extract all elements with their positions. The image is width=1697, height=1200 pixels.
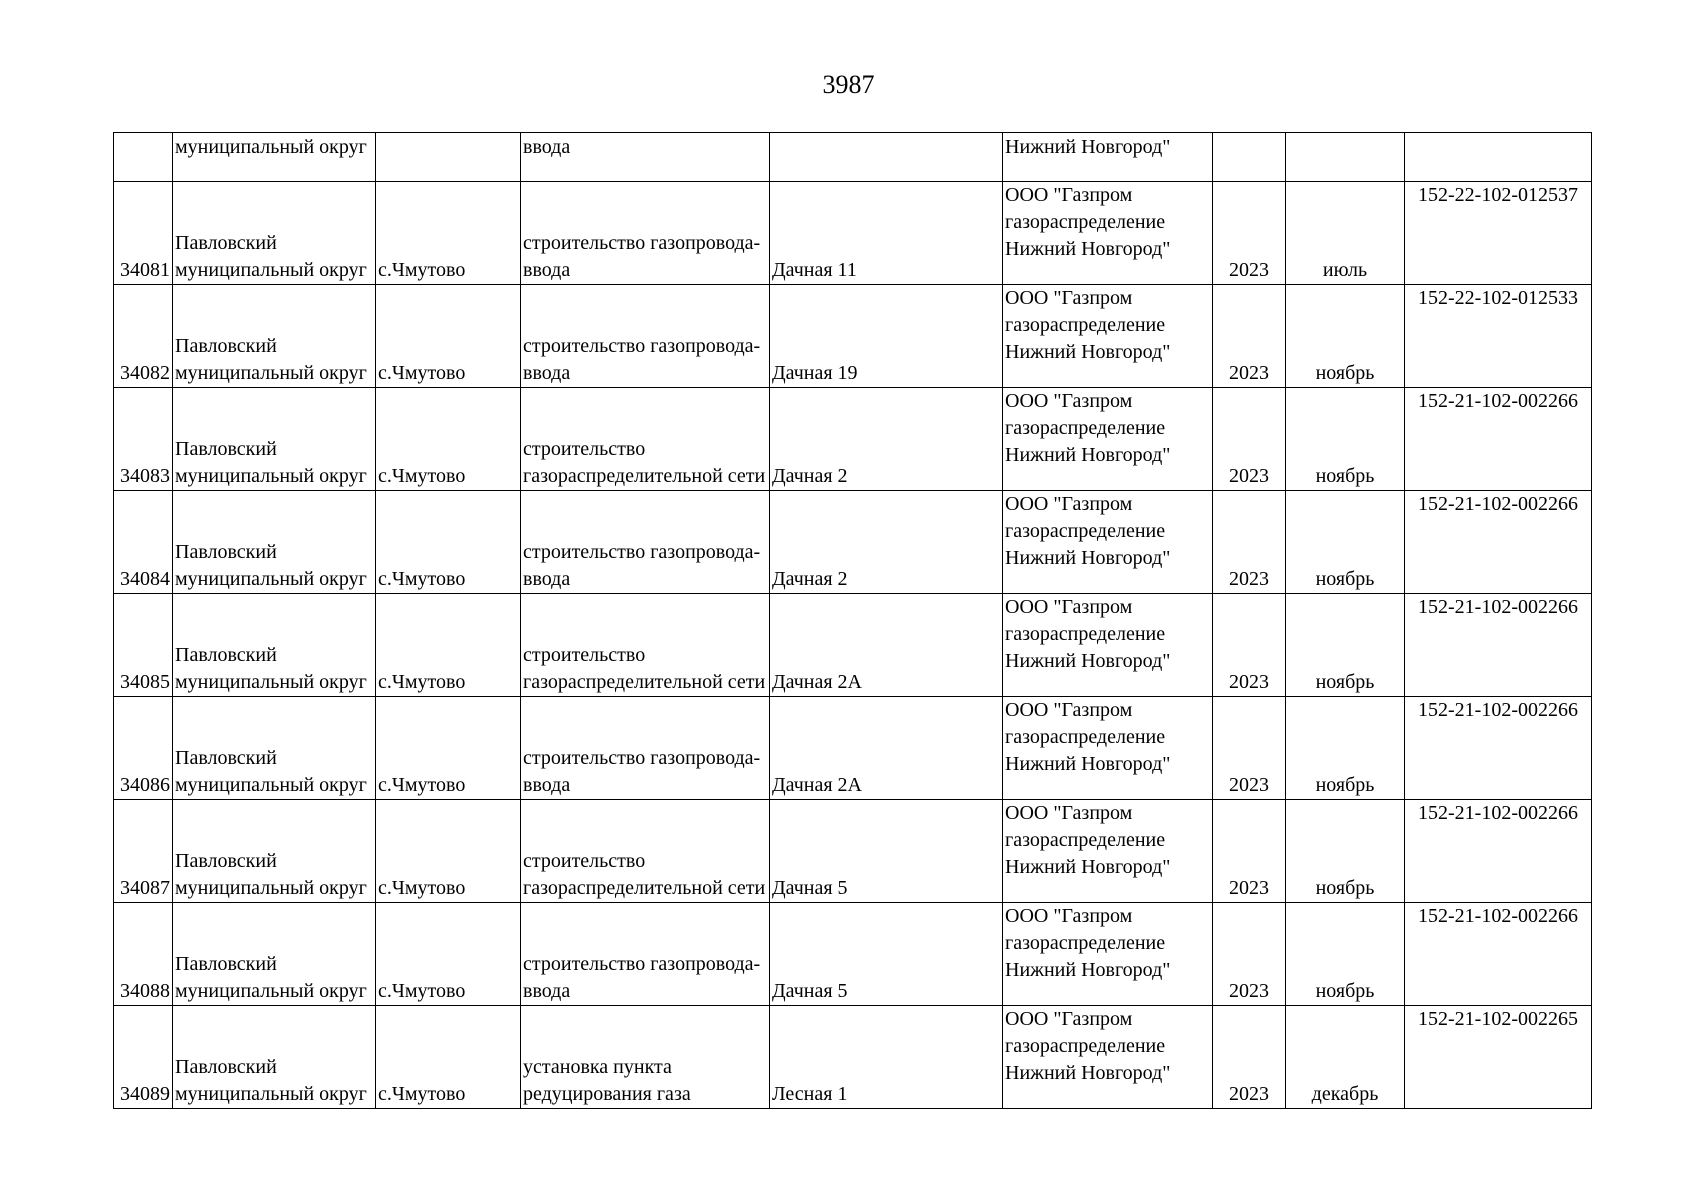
code-text: 152-21-102-002266 [1418, 390, 1578, 412]
number-text: 34088 [120, 980, 170, 1002]
code-text: 152-21-102-002266 [1418, 493, 1578, 515]
org-line-1: ООО "Газпром [1005, 287, 1133, 309]
cell-locality [376, 182, 521, 285]
code-text: 152-22-102-012533 [1418, 287, 1578, 309]
work-line-2: газораспределительной сети [523, 465, 766, 487]
cell-code [1405, 1006, 1592, 1109]
org-line-2: газораспределение [1005, 932, 1166, 954]
cell-locality [376, 491, 521, 594]
locality-text: с.Чмутово [378, 362, 466, 384]
org-line-1: ООО "Газпром [1005, 905, 1133, 927]
org-line-1: ООО "Газпром [1005, 390, 1133, 412]
org-line-1: ООО "Газпром [1005, 1008, 1133, 1030]
cell-organization [1003, 594, 1213, 697]
cell-number [114, 182, 173, 285]
region-line-1: Павловский [175, 1056, 277, 1078]
cell-address [770, 285, 1003, 388]
org-line-1: ООО "Газпром [1005, 596, 1133, 618]
locality-text: с.Чмутово [378, 671, 466, 693]
cell-code [1405, 285, 1592, 388]
code-text: 152-21-102-002265 [1418, 1008, 1578, 1030]
cell-locality [376, 594, 521, 697]
number-text: 34081 [120, 259, 170, 281]
cell-month [1286, 182, 1405, 285]
cell-year [1213, 697, 1286, 800]
code-text: 152-21-102-002266 [1418, 596, 1578, 618]
year-text: 2023 [1229, 259, 1269, 281]
cell-work-type [521, 285, 770, 388]
work-line-2: ввода [523, 568, 571, 590]
cell-locality [376, 800, 521, 903]
cell-code [1405, 903, 1592, 1006]
locality-text: с.Чмутово [378, 259, 466, 281]
cell-organization [1003, 388, 1213, 491]
table-row [114, 800, 1592, 903]
org-line-3: Нижний Новгород" [1005, 341, 1171, 363]
org-line-2: газораспределение [1005, 1035, 1166, 1057]
cell-year [1213, 182, 1286, 285]
cell-code [1405, 697, 1592, 800]
page-number: 3987 [822, 70, 875, 99]
region-line-2: муниципальный округ [175, 465, 367, 487]
cell-organization [1003, 697, 1213, 800]
cell-code [1405, 491, 1592, 594]
number-text: 34087 [120, 877, 170, 899]
year-text: 2023 [1229, 877, 1269, 899]
cell-organization [1003, 903, 1213, 1006]
org-line-2: газораспределение [1005, 314, 1166, 336]
cell-number [114, 133, 173, 182]
cell-region [173, 1006, 376, 1109]
locality-text: с.Чмутово [378, 774, 466, 796]
code-text: 152-22-102-012537 [1418, 184, 1578, 206]
cell-address [770, 697, 1003, 800]
code-text: 152-21-102-002266 [1418, 699, 1578, 721]
work-line-2: ввода [523, 980, 571, 1002]
year-text: 2023 [1229, 1083, 1269, 1105]
cell-year [1213, 388, 1286, 491]
cell-region [173, 388, 376, 491]
cell-year [1213, 594, 1286, 697]
address-text: Дачная 2А [772, 671, 862, 693]
cell-number [114, 800, 173, 903]
month-text: ноябрь [1315, 877, 1375, 899]
cell-address [770, 800, 1003, 903]
code-text: 152-21-102-002266 [1418, 905, 1578, 927]
locality-text: с.Чмутово [378, 465, 466, 487]
cell-address [770, 903, 1003, 1006]
org-line-3: Нижний Новгород" [1005, 856, 1171, 878]
region-line-1: Павловский [175, 335, 277, 357]
org-line-2: газораспределение [1005, 829, 1166, 851]
work-line-2: ввода [523, 774, 571, 796]
locality-text: с.Чмутово [378, 1083, 466, 1105]
work-line-2: газораспределительной сети [523, 877, 766, 899]
locality-text: с.Чмутово [378, 980, 466, 1002]
cell-number [114, 594, 173, 697]
number-text: 34089 [120, 1083, 170, 1105]
year-text: 2023 [1229, 980, 1269, 1002]
cell-number [114, 491, 173, 594]
cell-organization [1003, 800, 1213, 903]
cell-code [1405, 800, 1592, 903]
cell-region [173, 697, 376, 800]
region-line-2: муниципальный округ [175, 259, 367, 281]
region-line-1: Павловский [175, 850, 277, 872]
number-text: 34082 [120, 362, 170, 384]
cell-region [173, 491, 376, 594]
cell-year [1213, 903, 1286, 1006]
cell-code [1405, 133, 1592, 182]
year-text: 2023 [1229, 774, 1269, 796]
cell-organization [1003, 491, 1213, 594]
cell-month [1286, 800, 1405, 903]
table-row [114, 903, 1592, 1006]
year-text: 2023 [1229, 671, 1269, 693]
table-row [114, 285, 1592, 388]
cell-number [114, 388, 173, 491]
org-line-2: газораспределение [1005, 211, 1166, 233]
org-line-2: газораспределение [1005, 623, 1166, 645]
work-line-1: строительство газопровода- [523, 232, 761, 254]
cell-code [1405, 594, 1592, 697]
cell-year [1213, 800, 1286, 903]
region-line-2: муниципальный округ [175, 1083, 367, 1105]
cell-number [114, 697, 173, 800]
cell-year [1213, 1006, 1286, 1109]
cell-address [770, 388, 1003, 491]
address-text: Дачная 2 [772, 568, 848, 590]
org-line-1: ООО "Газпром [1005, 802, 1133, 824]
cell-month [1286, 285, 1405, 388]
cell-work-type [521, 388, 770, 491]
table-row [114, 594, 1592, 697]
cell-region [173, 594, 376, 697]
address-text: Дачная 11 [772, 259, 857, 281]
table-body [114, 133, 1592, 1109]
cell-number [114, 1006, 173, 1109]
address-text: Дачная 5 [772, 980, 848, 1002]
address-text: Дачная 5 [772, 877, 848, 899]
cell-work-type [521, 800, 770, 903]
cell-work-type: ввода [521, 133, 770, 182]
work-line-1: строительство газопровода- [523, 335, 761, 357]
work-line-1: строительство газопровода- [523, 747, 761, 769]
cell-locality [376, 388, 521, 491]
cell-region [173, 800, 376, 903]
cell-month [1286, 133, 1405, 182]
cell-address [770, 1006, 1003, 1109]
table-row [114, 1006, 1592, 1109]
code-text: 152-21-102-002266 [1418, 802, 1578, 824]
month-text: ноябрь [1315, 465, 1375, 487]
region-line-2: муниципальный округ [175, 877, 367, 899]
month-text: ноябрь [1315, 774, 1375, 796]
org-line-1: ООО "Газпром [1005, 699, 1133, 721]
region-line-2: муниципальный округ [175, 362, 367, 384]
cell-work-type [521, 182, 770, 285]
cell-locality [376, 903, 521, 1006]
org-line-3: Нижний Новгород" [1005, 444, 1171, 466]
cell-number [114, 903, 173, 1006]
work-line-1: строительство [523, 438, 646, 460]
cell-address [770, 594, 1003, 697]
cell-month [1286, 1006, 1405, 1109]
cell-address [770, 182, 1003, 285]
cell-year [1213, 491, 1286, 594]
address-text: Дачная 19 [772, 362, 858, 384]
month-text: ноябрь [1315, 980, 1375, 1002]
region-line-1: Павловский [175, 438, 277, 460]
cell-code [1405, 388, 1592, 491]
month-text: ноябрь [1315, 568, 1375, 590]
org-line-3: Нижний Новгород" [1005, 1062, 1171, 1084]
org-line-1: ООО "Газпром [1005, 184, 1133, 206]
month-text: декабрь [1311, 1083, 1379, 1105]
year-text: 2023 [1229, 465, 1269, 487]
region-line-1: Павловский [175, 232, 277, 254]
cell-locality [376, 285, 521, 388]
region-line-2: муниципальный округ [175, 568, 367, 590]
region-line-2: муниципальный округ [175, 671, 367, 693]
month-text: июль [1322, 259, 1368, 281]
month-text: ноябрь [1315, 671, 1375, 693]
locality-text: с.Чмутово [378, 568, 466, 590]
cell-region [173, 903, 376, 1006]
org-line-2: газораспределение [1005, 726, 1166, 748]
number-text: 34084 [120, 568, 170, 590]
locality-text: с.Чмутово [378, 877, 466, 899]
cell-region [173, 285, 376, 388]
org-line-3: Нижний Новгород" [1005, 650, 1171, 672]
year-text: 2023 [1229, 568, 1269, 590]
cell-work-type [521, 1006, 770, 1109]
region-line-2: муниципальный округ [175, 774, 367, 796]
work-line-1: строительство газопровода- [523, 953, 761, 975]
work-line-2: ввода [523, 362, 571, 384]
cell-locality [376, 1006, 521, 1109]
org-line-3: Нижний Новгород" [1005, 547, 1171, 569]
work-line-1: строительство газопровода- [523, 541, 761, 563]
region-line-1: Павловский [175, 747, 277, 769]
cell-month [1286, 491, 1405, 594]
region-line-1: Павловский [175, 644, 277, 666]
work-line-2: ввода [523, 259, 571, 281]
org-line-2: газораспределение [1005, 520, 1166, 542]
cell-address [770, 491, 1003, 594]
table-row [114, 388, 1592, 491]
cell-work-type [521, 594, 770, 697]
work-line-2: газораспределительной сети [523, 671, 766, 693]
cell-region: муниципальный округ [173, 133, 376, 182]
cell-work-type [521, 491, 770, 594]
region-line-1: Павловский [175, 541, 277, 563]
work-line-1: установка пункта [523, 1056, 672, 1078]
work-line-1: строительство [523, 850, 646, 872]
cell-organization: Нижний Новгород" [1003, 133, 1213, 182]
cell-work-type [521, 903, 770, 1006]
gas-works-table [113, 132, 1592, 1109]
cell-locality [376, 697, 521, 800]
org-line-2: газораспределение [1005, 417, 1166, 439]
cell-locality [376, 133, 521, 182]
cell-address [770, 133, 1003, 182]
cell-month [1286, 903, 1405, 1006]
month-text: ноябрь [1315, 362, 1375, 384]
address-text: Дачная 2 [772, 465, 848, 487]
cell-year [1213, 285, 1286, 388]
org-line-1: ООО "Газпром [1005, 493, 1133, 515]
cell-year [1213, 133, 1286, 182]
cell-code [1405, 182, 1592, 285]
table-row-continued [114, 133, 1592, 182]
number-text: 34085 [120, 671, 170, 693]
region-line-1: Павловский [175, 953, 277, 975]
cell-number [114, 285, 173, 388]
address-text: Лесная 1 [772, 1083, 848, 1105]
number-text: 34086 [120, 774, 170, 796]
cell-organization [1003, 182, 1213, 285]
table-row [114, 491, 1592, 594]
address-text: Дачная 2А [772, 774, 862, 796]
org-line-3: Нижний Новгород" [1005, 959, 1171, 981]
cell-month [1286, 594, 1405, 697]
org-line-3: Нижний Новгород" [1005, 753, 1171, 775]
work-line-1: строительство [523, 644, 646, 666]
year-text: 2023 [1229, 362, 1269, 384]
number-text: 34083 [120, 465, 170, 487]
org-line-3: Нижний Новгород" [1005, 238, 1171, 260]
cell-organization [1003, 285, 1213, 388]
table-row [114, 697, 1592, 800]
cell-region [173, 182, 376, 285]
cell-month [1286, 697, 1405, 800]
region-line-2: муниципальный округ [175, 980, 367, 1002]
cell-month [1286, 388, 1405, 491]
cell-organization [1003, 1006, 1213, 1109]
work-line-2: редуцирования газа [523, 1083, 691, 1105]
table-row [114, 182, 1592, 285]
cell-work-type [521, 697, 770, 800]
